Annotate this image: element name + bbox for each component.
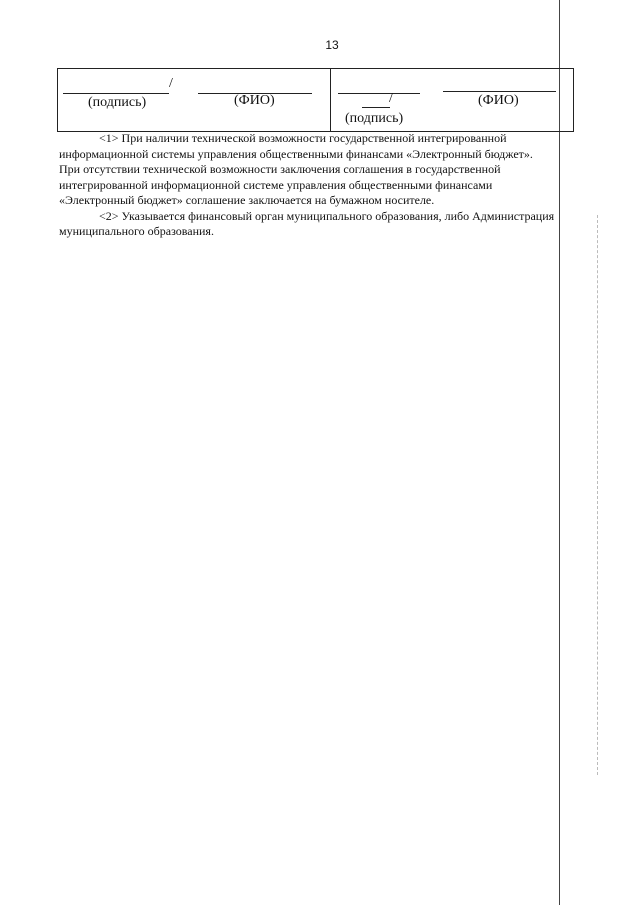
slash: / — [389, 91, 393, 106]
page-number: 13 — [325, 38, 339, 52]
slash: / — [169, 76, 173, 91]
scan-edge-line — [597, 215, 598, 775]
footnote-2-line: <2> Указывается финансовый орган муниципального образования, либо Администрация — [99, 208, 555, 223]
footnote-1-line: При отсутствии технической возможности заключения соглашения в государственной — [59, 162, 501, 176]
signature-table — [57, 68, 574, 132]
name-label: (ФИО) — [478, 93, 519, 108]
footnote-1-line: информационной системы управления общественными финансами «Электронный бюджет». — [59, 146, 533, 161]
signature-line — [338, 93, 420, 94]
footnote-2-line: муниципального образования. — [59, 224, 214, 238]
signature-label: (подпись) — [88, 95, 147, 110]
signature-line — [63, 93, 169, 94]
footnotes — [59, 131, 603, 240]
footnote-1-line: <1> При наличии технической возможности государственной интегрированной — [99, 131, 507, 145]
signature-label: (подпись) — [345, 111, 404, 126]
name-label: (ФИО) — [234, 93, 275, 108]
footnote-1-line: интегрированной информационной системе управления общественными финансами — [59, 177, 493, 192]
name-line — [443, 91, 556, 92]
table-divider — [330, 69, 331, 131]
footnote-1-line: «Электронный бюджет» соглашение заключается на бумажном носителе. — [59, 193, 435, 207]
signature-short-line — [362, 107, 390, 108]
